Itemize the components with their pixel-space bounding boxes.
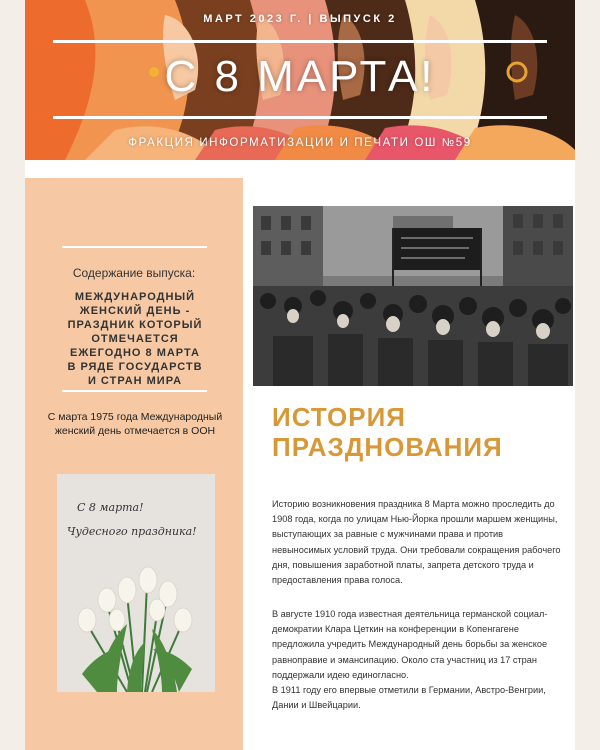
contents-title: МЕЖДУНАРОДНЫЙ ЖЕНСКИЙ ДЕНЬ - ПРАЗДНИК КОТОРЫЙ ОТМЕЧАЕТСЯ ЕЖЕГОДНО 8 МАРТА В РЯДЕ ГОСУДАРСТВ И СТРАН МИРА: [67, 291, 203, 387]
history-title: ИСТОРИЯ ПРАЗДНОВАНИЯ: [272, 402, 503, 462]
history-paragraph-2: [272, 607, 562, 713]
faction-subtitle: ФРАКЦИЯ ИНФОРМАТИЗАЦИИ И ПЕЧАТИ ОШ №59: [128, 137, 472, 149]
history-paragraph-2a: В августе 1910 года известная деятельница германской социал-демократии Клара Цеткин на конференции в Копенгагене предложила учредить Международный день борьбы за женское равноправие и эмансипацию. Около ста участниц из 17 стран поддержали идею единогласно.: [272, 609, 548, 680]
header-divider-bottom: [53, 116, 547, 119]
photo-image: [253, 206, 573, 386]
history-paragraph-2b: В 1911 году его впервые отметили в Германии, Австро-Венгрии, Дании и Швейцарии.: [272, 685, 546, 711]
header-divider-top: [53, 40, 547, 43]
issue-line: МАРТ 2023 Г. | ВЫПУСК 2: [203, 13, 397, 25]
header-banner: [25, 0, 575, 160]
sidebar: [25, 178, 243, 750]
card-line-1: С 8 марта!: [77, 501, 144, 514]
page-title: С 8 МАРТА!: [164, 52, 436, 101]
card-text: [67, 496, 207, 544]
sidebar-divider-top: [62, 246, 207, 248]
historic-march-photo: [253, 206, 573, 386]
sidebar-divider-bottom: [62, 390, 207, 392]
tulips-image: [57, 554, 215, 692]
history-paragraph-1: Историю возникновения праздника 8 Марта можно проследить до 1908 года, когда по улицам Нью-Йорка прошли маршем женщины, выступающих за равные с мужчинами права и против невыносимых условий труда. Они требовали сокращения рабочего дня, повышения заработной платы, запрета детского труда и предоставления права голоса.: [272, 499, 561, 586]
contents-label: Содержание выпуска:: [72, 266, 196, 280]
un-note: С марта 1975 года Международный женский день отмечается в ООН: [47, 411, 223, 437]
greeting-card: [57, 474, 215, 692]
card-line-2: Чудесного праздника!: [67, 525, 197, 538]
